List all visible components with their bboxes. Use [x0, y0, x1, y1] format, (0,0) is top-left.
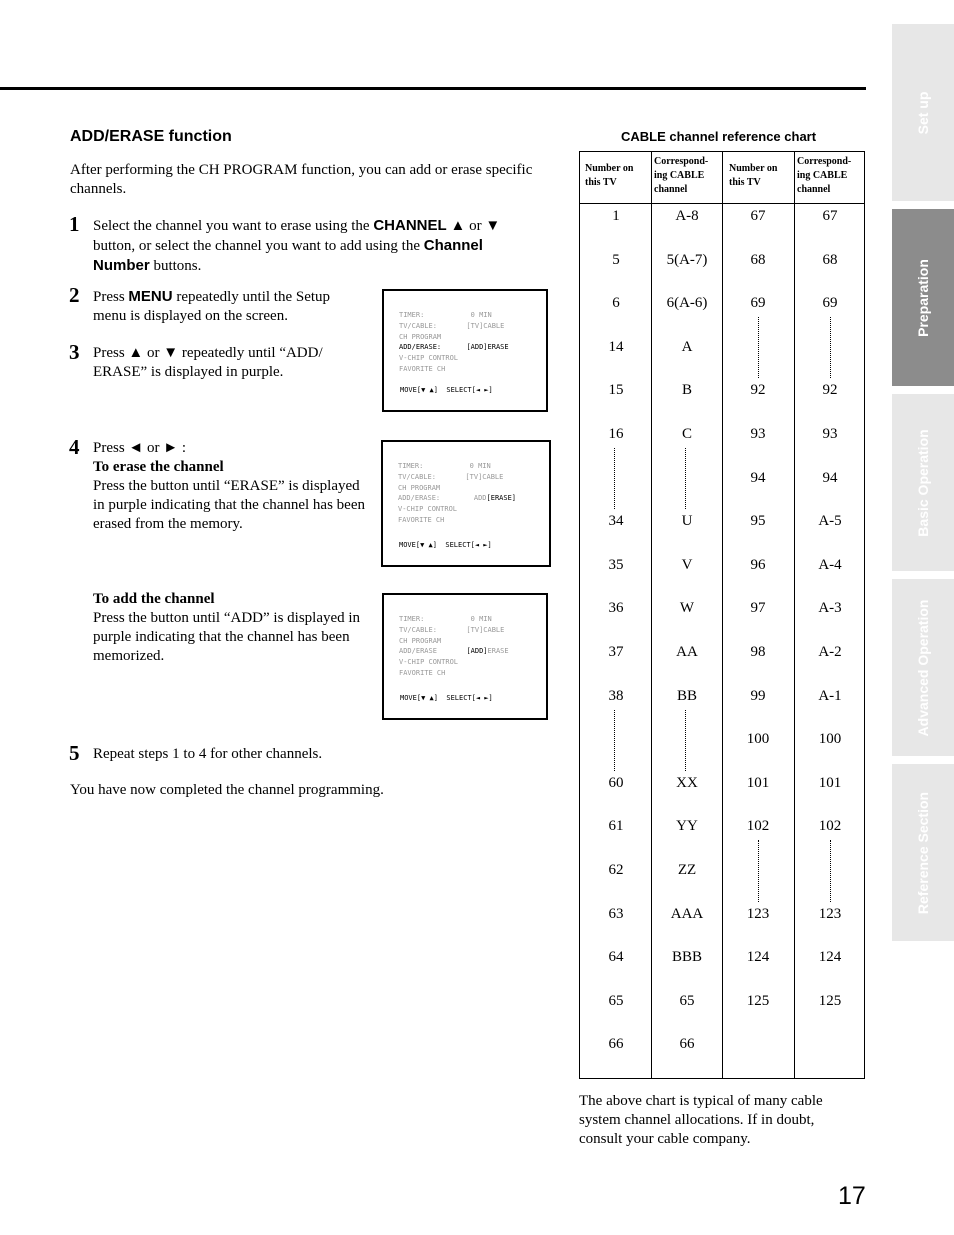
table-cell: 92: [750, 382, 766, 399]
menu-screen-1: [382, 289, 548, 412]
table-cell: 98: [750, 644, 766, 660]
add-description: Press the button until “ADD” is displayed in purple indicating that the channel has been memorized.: [93, 610, 361, 664]
table-cell: AA: [676, 644, 698, 660]
step-1-text: [93, 216, 533, 276]
table-cell: XX: [676, 774, 698, 791]
table-cell: 67: [822, 208, 838, 224]
table-cell: 68: [822, 251, 838, 268]
adderase-value: [ADD]: [466, 647, 488, 656]
table-cell: 16: [608, 426, 624, 442]
header-cable-channel: Correspond- ing CABLE channel: [797, 156, 852, 195]
screen-favorite-row: FAVORITE CH: [398, 515, 445, 524]
table-cell: 94: [822, 469, 838, 486]
table-cell: 96: [750, 556, 766, 573]
table-cell: 99: [750, 687, 766, 704]
table-cell: 64: [608, 949, 624, 966]
erase-subheading: To erase the channel: [93, 459, 224, 475]
table-cell: 38: [608, 687, 624, 704]
table-cell: A-2: [818, 644, 842, 660]
erase-description: Press the button until “ERASE” is displayed in purple indicating that the channel has been erased from the memory.: [93, 478, 365, 532]
table-cell: YY: [676, 818, 698, 835]
table-cell: 123: [818, 905, 842, 922]
header-rule: [0, 87, 866, 90]
step-number: 4: [69, 435, 80, 459]
channel-number-label: Channel Number: [93, 237, 483, 274]
table-cell: B: [681, 382, 692, 399]
continuation-dots: [614, 448, 615, 509]
table-cell: 37: [608, 644, 624, 660]
adderase-label: ADD/ERASE:: [399, 343, 442, 352]
adderase-value: [ADD]ERASE: [441, 343, 509, 352]
table-cell: 102: [818, 818, 842, 835]
table-cell: W: [679, 600, 695, 617]
tab-label: Advanced Operation: [915, 599, 931, 736]
closing-paragraph: You have now completed the channel programming.: [70, 782, 384, 798]
tab-label: Preparation: [915, 258, 931, 337]
screen-timer-row: TIMER: 0 MIN: [399, 615, 492, 623]
cable-reference-table: [579, 151, 865, 1079]
screen-tvcable-row: TV/CABLE: [TV]CABLE: [398, 472, 504, 481]
table-cell: 63: [608, 905, 624, 922]
step-text-part: repeatedly until the Setup menu is displayed on the screen.: [93, 289, 331, 324]
table-cell: 67: [750, 208, 766, 224]
table-cell: 1: [612, 208, 620, 224]
table-cell: A: [681, 338, 693, 355]
screen-tvcable-row: TV/CABLE: [TV]CABLE: [399, 625, 505, 634]
continuation-dots: [758, 840, 759, 901]
screen-vchip-row: V-CHIP CONTROL: [398, 505, 458, 514]
table-cell: 102: [746, 818, 770, 835]
tab-label: Set up: [915, 91, 931, 134]
table-cell: 97: [750, 600, 766, 617]
tab-label: Basic Operation: [915, 428, 931, 537]
screen-move-hint: MOVE[▼ ▲] SELECT[◄ ►]: [400, 386, 493, 395]
screen-favorite-row: FAVORITE CH: [399, 668, 446, 677]
table-cell: 92: [822, 382, 838, 399]
screen-chprogram-row: CH PROGRAM: [399, 332, 442, 341]
screen-adderase-row: [398, 493, 549, 504]
table-cell: 123: [746, 905, 770, 922]
menu-screen-2: [381, 440, 551, 567]
section-heading: ADD/ERASE function: [70, 128, 232, 145]
tab-advanced-operation[interactable]: [892, 579, 954, 756]
header-cable-channel: Correspond- ing CABLE channel: [654, 156, 709, 195]
chart-title: CABLE channel reference chart: [621, 129, 817, 144]
step-5-text: Repeat steps 1 to 4 for other channels.: [93, 746, 323, 762]
table-cell: 66: [608, 1036, 624, 1053]
continuation-dots: [758, 317, 759, 378]
header-number-on-tv: Number on this TV: [729, 163, 778, 188]
table-cell: 65: [608, 992, 624, 1009]
step-4-instruction: Press ◄ or ► :: [93, 440, 187, 456]
screen-vchip-row: V-CHIP CONTROL: [399, 658, 459, 667]
step-number: 1: [69, 212, 80, 236]
page-number: 17: [838, 1182, 866, 1210]
table-cell: 93: [822, 426, 838, 442]
table-cell: 6: [612, 295, 620, 312]
screen-chprogram-row: CH PROGRAM: [398, 483, 441, 492]
table-cell: AAA: [670, 905, 704, 922]
continuation-dots: [614, 710, 615, 771]
table-cell: 93: [750, 426, 766, 442]
table-cell: 125: [818, 992, 842, 1009]
screen-adderase-row: [399, 342, 546, 353]
step-number: 2: [69, 283, 80, 307]
menu-button-label: MENU: [128, 288, 173, 305]
continuation-dots: [685, 710, 686, 771]
header-number-on-tv: Number on this TV: [585, 163, 634, 188]
screen-timer-row: TIMER: 0 MIN: [398, 462, 491, 470]
table-cell: 124: [746, 949, 770, 966]
table-cell: 62: [608, 862, 624, 878]
step-2-text: [93, 287, 358, 326]
table-cell: 68: [750, 251, 766, 268]
menu-screen-3: [382, 593, 548, 720]
adderase-dim-value: ADD: [440, 494, 487, 503]
table-cell: 69: [750, 295, 766, 312]
step-3-text: Press ▲ or ▼ repeatedly until “ADD/ ERASE” is displayed in purple.: [93, 345, 323, 380]
screen-favorite-row: FAVORITE CH: [399, 364, 446, 373]
table-cell: A-3: [818, 600, 842, 617]
tab-label: Reference Section: [915, 791, 931, 914]
adderase-label: ADD/ERASE:: [398, 494, 441, 503]
tab-set-up[interactable]: [892, 24, 954, 201]
table-cell: 14: [608, 338, 624, 355]
table-cell: 125: [746, 992, 770, 1009]
table-cell: 66: [679, 1036, 695, 1053]
step-number: 3: [69, 340, 80, 364]
screen-vchip-row: V-CHIP CONTROL: [399, 354, 459, 363]
table-cell: 95: [750, 513, 766, 530]
channel-button-label: CHANNEL ▲: [373, 217, 466, 234]
adderase-value: [ERASE]: [486, 494, 517, 503]
table-cell: 35: [608, 556, 624, 573]
tab-reference-section[interactable]: [892, 764, 954, 941]
table-cell: 100: [746, 731, 770, 748]
table-cell: 69: [822, 295, 838, 312]
table-cell: A-1: [818, 687, 842, 704]
table-cell: 5: [612, 251, 620, 268]
step-4-text: [93, 439, 373, 534]
step-text-part: Select the channel you want to erase using the: [93, 218, 374, 234]
table-cell: 124: [818, 949, 842, 966]
continuation-dots: [830, 317, 831, 378]
table-cell: 65: [679, 992, 695, 1009]
table-cell: A-5: [818, 513, 842, 530]
tab-preparation[interactable]: [892, 209, 954, 386]
table-cell: 15: [608, 382, 624, 399]
intro-paragraph: After performing the CH PROGRAM function, you can add or erase specific channels.: [70, 162, 533, 197]
step-number: 5: [69, 741, 80, 765]
table-cell: V: [681, 556, 693, 573]
table-cell: U: [681, 513, 693, 530]
chart-note: The above chart is typical of many cable system channel allocations. If in doubt, consult your cable company.: [579, 1093, 823, 1147]
screen-tvcable-row: TV/CABLE: [TV]CABLE: [399, 321, 505, 330]
table-cell: A-4: [818, 556, 842, 573]
screen-adderase-row: [399, 646, 546, 657]
step-text-part: or ▼ button, or select the channel you want to add using the: [93, 218, 501, 254]
add-subheading: To add the channel: [93, 591, 215, 607]
table-cell: 36: [608, 600, 624, 617]
screen-chprogram-row: CH PROGRAM: [399, 636, 442, 645]
adderase-dim-value: ERASE: [487, 647, 509, 656]
screen-move-hint: MOVE[▼ ▲] SELECT[◄ ►]: [399, 541, 492, 550]
table-cell: 94: [750, 469, 766, 486]
step-text-part: Press: [93, 289, 129, 305]
tab-basic-operation[interactable]: [892, 394, 954, 571]
table-cell: BBB: [671, 949, 702, 966]
header-divider: [580, 203, 864, 204]
table-cell: 5(A-7): [666, 251, 708, 268]
add-channel-block: [93, 590, 373, 666]
table-cell: 6(A-6): [666, 295, 708, 312]
table-cell: 60: [608, 774, 624, 791]
adderase-label: ADD/ERASE: [399, 647, 437, 656]
table-cell: 100: [818, 731, 842, 748]
screen-timer-row: TIMER: 0 MIN: [399, 311, 492, 319]
continuation-dots: [685, 448, 686, 509]
continuation-dots: [830, 840, 831, 901]
table-cell: 34: [608, 513, 624, 530]
screen-move-hint: MOVE[▼ ▲] SELECT[◄ ►]: [400, 694, 493, 703]
table-cell: 101: [746, 774, 770, 791]
table-cell: 61: [608, 818, 624, 835]
step-text-part: buttons.: [149, 258, 202, 274]
table-cell: ZZ: [677, 862, 697, 878]
table-cell: BB: [676, 687, 697, 704]
table-cell: A-8: [675, 208, 699, 224]
table-cell: 101: [818, 774, 842, 791]
table-cell: C: [681, 426, 692, 442]
